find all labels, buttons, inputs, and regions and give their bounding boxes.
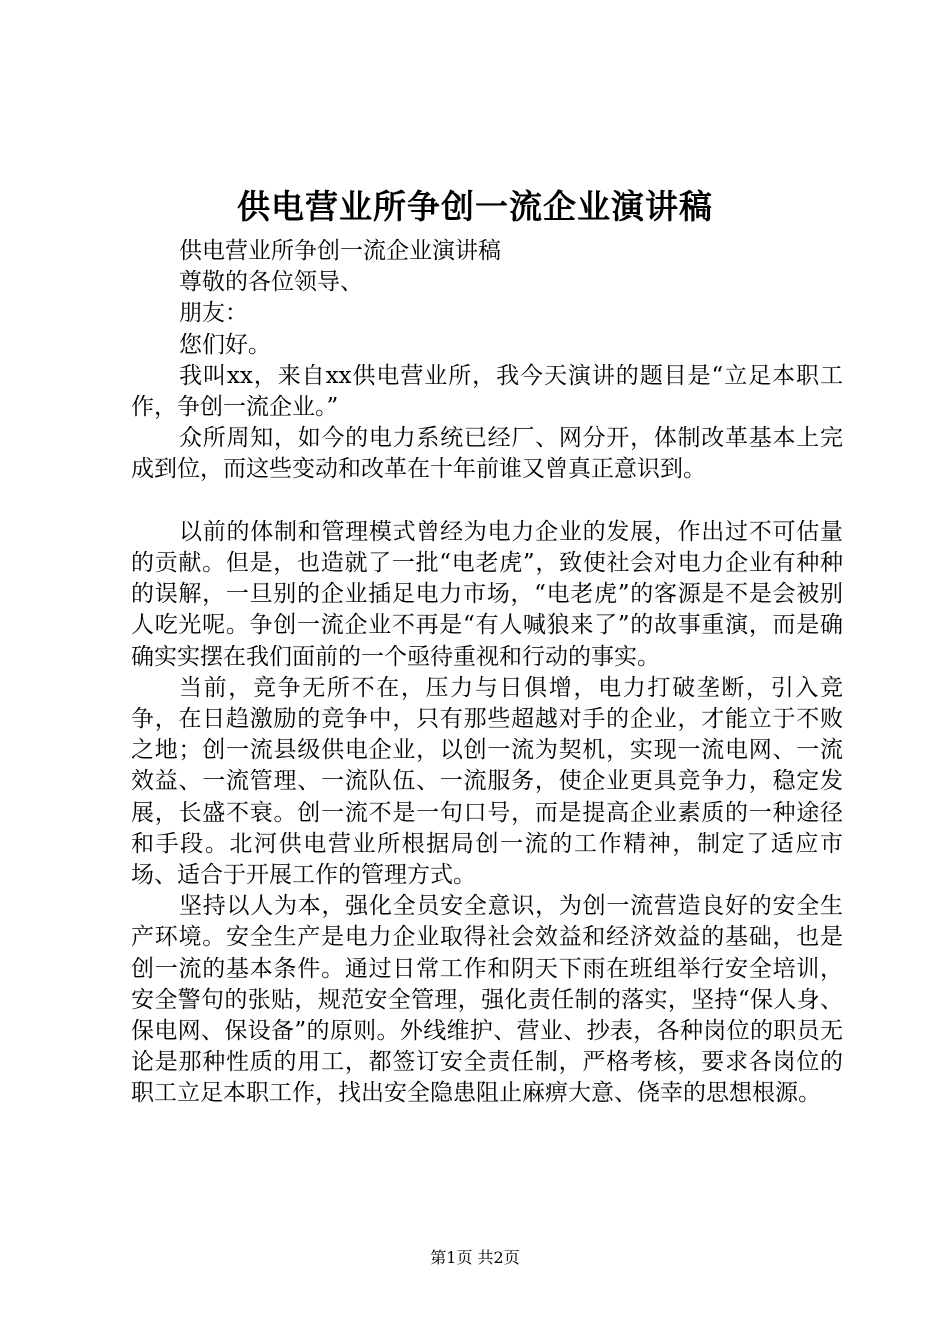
paragraph-friends: 朋友：: [179, 300, 248, 327]
page-number-footer: 第1页 共2页: [430, 1248, 520, 1267]
paragraph-reform: 众所周知，如今的电力系统已经厂、网分开，体制改革基本上完成到位，而这些变动和改革在十年前谁又曾真正意识到。: [131, 425, 843, 483]
paragraph-safety: 坚持以人为本，强化全员安全意识，为创一流营造良好的安全生产环境。安全生产是电力企业取得社会效益和经济效益的基础，也是创一流的基本条件。通过日常工作和阴天下雨在班组举行安全培训，安全警句的张贴，规范安全管理，强化责任制的落实，坚持“保人身、保电网、保设备”的原则。外线维护、营业、抄表，各种岗位的职员无论是那种性质的用工，都签订安全责任制，严格考核，要求各岗位的职工立足本职工作，找出安全隐患阻止麻痹大意、侥幸的思想根源。: [131, 893, 843, 1107]
paragraph-salutation: 尊敬的各位领导、: [179, 269, 363, 296]
paragraph-history: 以前的体制和管理模式曾经为电力企业的发展，作出过不可估量的贡献。但是，也造就了一批“电老虎”，致使社会对电力企业有种种的误解，一旦别的企业插足电力市场，“电老虎”的客源是不是会被别人吃光呢。争创一流企业不再是“有人喊狼来了”的故事重演，而是确确实实摆在我们面前的一个亟待重视和行动的事实。: [131, 518, 843, 670]
paragraph-introduction: 我叫xx，来自xx供电营业所，我今天演讲的题目是“立足本职工作，争创一流企业。”: [131, 362, 843, 421]
paragraph-subtitle: 供电营业所争创一流企业演讲稿: [179, 238, 501, 264]
paragraph-greeting: 您们好。: [179, 331, 271, 358]
document-title: 供电营业所争创一流企业演讲稿: [237, 187, 713, 226]
paragraph-competition: 当前，竞争无所不在，压力与日俱增，电力打破垄断，引入竞争，在日趋激励的竞争中，只有那些超越对手的企业，才能立于不败之地；创一流县级供电企业，以创一流为契机，实现一流电网、一流效益、一流管理、一流队伍、一流服务，使企业更具竞争力，稳定发展，长盛不衰。创一流不是一句口号，而是提高企业素质的一种途径和手段。北河供电营业所根据局创一流的工作精神，制定了适应市场、适合于开展工作的管理方式。: [131, 674, 843, 889]
document-body: [131, 236, 843, 1110]
